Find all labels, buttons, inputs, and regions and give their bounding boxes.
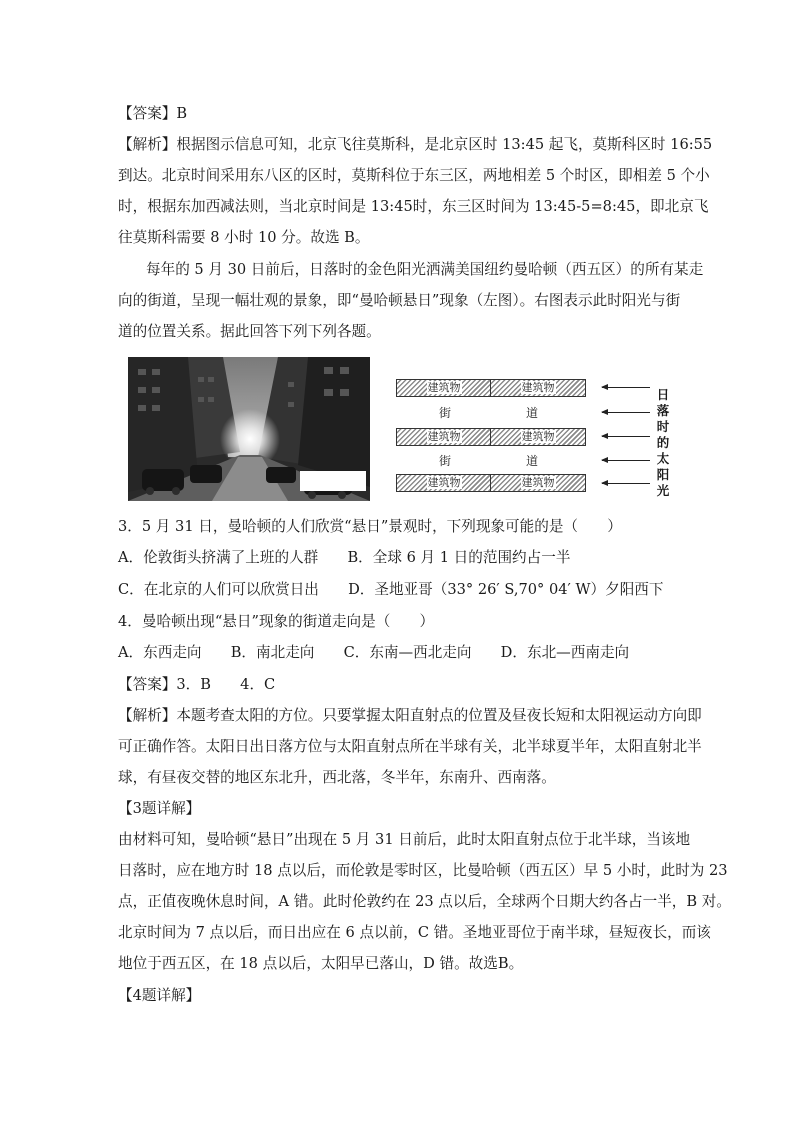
analysis2-line-2: 可正确作答。太阳日出日落方位与太阳直射点所在半球有关，北半球夏半年，太阳直射北半 — [118, 738, 702, 755]
sun-label-char: 太 — [656, 451, 670, 466]
sunlight-arrow-4 — [602, 460, 650, 461]
manhattanhenge-figure — [128, 357, 676, 503]
sunlight-arrow-3 — [602, 436, 650, 437]
sunlight-arrow-1 — [602, 387, 650, 388]
street-label-jie-1: 街 — [439, 406, 452, 420]
analysis-line-2: 到达。北京时间采用东八区的区时，莫斯科位于东三区，两地相差 5 个时区，即相差 5 个小 — [118, 167, 710, 184]
material-line-2: 向的街道，呈现一幅壮观的景象，即“曼哈顿悬日”现象（左图）。右图表示此时阳光与街 — [118, 292, 681, 309]
q3-detail-line-1: 由材料可知，曼哈顿“悬日”出现在 5 月 31 日前后，此时太阳直射点位于北半球，当该地 — [118, 831, 691, 848]
q3-detail-heading: 【3题详解】 — [118, 800, 201, 817]
analysis-line-4: 往莫斯科需要 8 小时 10 分。故选 B。 — [118, 229, 370, 246]
q3-detail-line-3: 点，正值夜晚休息时间，A 错。此时伦敦约在 23 点以后，全球两个日期大约各占一半，B 对。 — [118, 893, 731, 910]
analysis2-line-3: 球，有昼夜交替的地区东北升，西北落，冬半年，东南升、西南落。 — [118, 769, 556, 786]
q3-options-ab: A．伦敦街头挤满了上班的人群 B．全球 6 月 1 日的范围约占一半 — [118, 549, 571, 566]
sunlight-arrow-2 — [602, 412, 650, 413]
building-label: 建筑物 — [521, 430, 555, 443]
building-row2-right — [490, 428, 586, 446]
street-label-jie-2: 街 — [439, 454, 452, 468]
answer-line-1: 【答案】B — [118, 105, 188, 122]
sunset-light-label — [655, 387, 671, 499]
white-cover-box — [300, 471, 366, 491]
q3-detail-line-5: 地位于西五区，在 18 点以后，太阳早已落山，D 错。故选B。 — [118, 955, 524, 972]
building-row1-left — [396, 379, 492, 397]
question-4: 4．曼哈顿出现“悬日”现象的街道走向是（ ） — [118, 613, 435, 630]
analysis-line-3: 时，根据东加西减法则，当北京时间是 13:45时，东三区时间为 13:45-5=8:45，即北京飞 — [118, 198, 709, 215]
building-label: 建筑物 — [427, 476, 461, 489]
q4-detail-heading: 【4题详解】 — [118, 987, 201, 1004]
building-row1-right — [490, 379, 586, 397]
analysis2-line-1: 【解析】本题考查太阳的方位。只要掌握太阳直射点的位置及昼夜长短和太阳视运动方向即 — [118, 707, 702, 724]
material-line-1: 每年的 5 月 30 日前后，日落时的金色阳光洒满美国纽约曼哈顿（西五区）的所有某走 — [146, 261, 704, 278]
building-row3-right — [490, 474, 586, 492]
sun-label-char: 阳 — [656, 467, 670, 482]
sun-label-char: 的 — [656, 435, 670, 450]
manhattan-street-photo — [128, 357, 370, 501]
street-label-dao-2: 道 — [526, 454, 539, 468]
answer-line-2: 【答案】3．B 4．C — [118, 676, 276, 693]
sun-label-char: 时 — [656, 419, 670, 434]
q3-detail-line-2: 日落时，应在地方时 18 点以后，而伦敦是零时区，比曼哈顿（西五区）早 5 小时，此时为 23 — [118, 862, 728, 879]
material-line-3: 道的位置关系。据此回答下列下列各题。 — [118, 323, 381, 340]
sun-label-char: 日 — [656, 387, 670, 402]
building-row3-left — [396, 474, 492, 492]
q3-detail-line-4: 北京时间为 7 点以后，而日出应在 6 点以前，C 错。圣地亚哥位于南半球，昼短夜长，而该 — [118, 924, 711, 941]
sun-label-char: 落 — [656, 403, 670, 418]
street-label-dao-1: 道 — [526, 406, 539, 420]
sunlight-arrow-5 — [602, 483, 650, 484]
q3-options-cd: C．在北京的人们可以欣赏日出 D．圣地亚哥（33° 26′ S,70° 04′ W）夕阳西下 — [118, 581, 664, 598]
q4-options: A．东西走向 B．南北走向 C．东南—西北走向 D．东北—西南走向 — [118, 644, 630, 661]
building-row2-left — [396, 428, 492, 446]
building-label: 建筑物 — [521, 476, 555, 489]
sun-label-char: 光 — [656, 483, 670, 498]
building-label: 建筑物 — [521, 381, 555, 394]
building-label: 建筑物 — [427, 430, 461, 443]
analysis-line-1: 【解析】根据图示信息可知，北京飞往莫斯科，是北京区时 13:45 起飞，莫斯科区时 16:55 — [118, 136, 713, 153]
question-3: 3．5 月 31 日，曼哈顿的人们欣赏“悬日”景观时，下列现象可能的是（ ） — [118, 518, 622, 535]
building-label: 建筑物 — [427, 381, 461, 394]
